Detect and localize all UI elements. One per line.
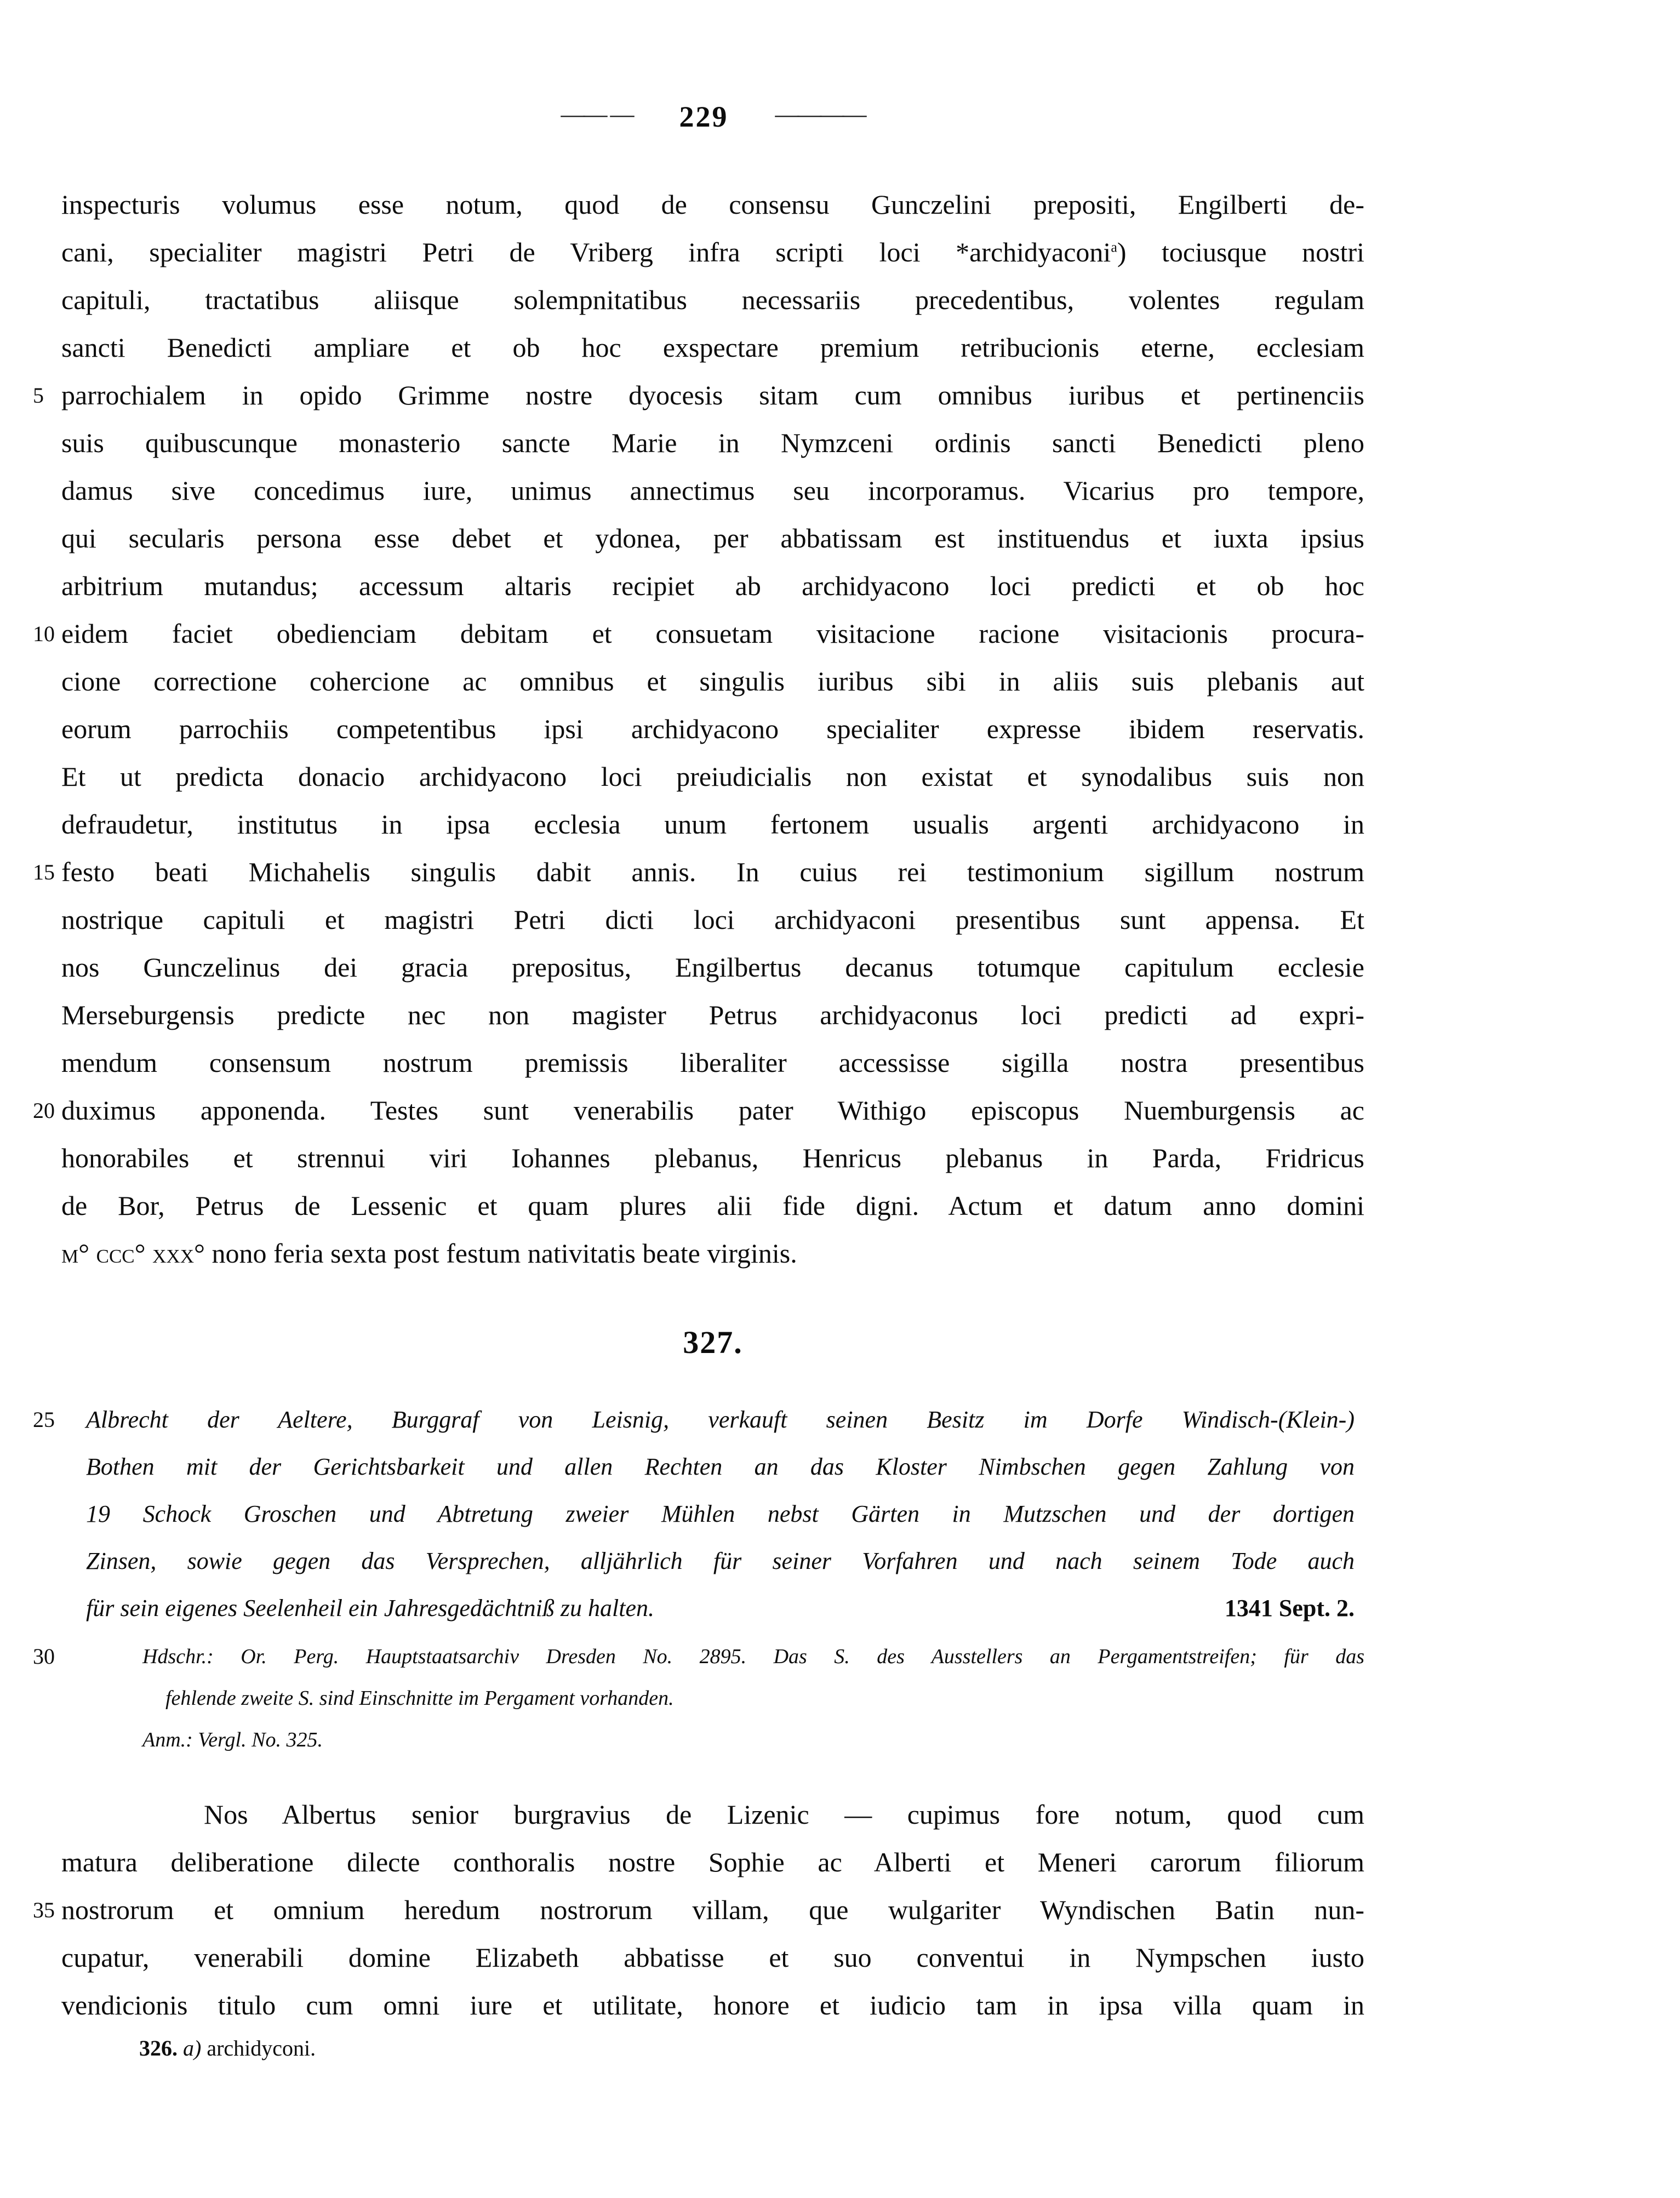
summary-line-content: Zinsen, sowie gegen das Versprechen, alljährlich für seiner Vorfahren und nach seinem Tode auch xyxy=(86,1548,1355,1574)
margin-line-number: 20 xyxy=(33,1098,55,1123)
footnote-variant-text: archidyconi. xyxy=(207,2036,316,2060)
apparatus-line xyxy=(33,1636,1364,1677)
text-line xyxy=(61,276,1364,324)
apparatus-line xyxy=(142,1677,1364,1719)
text-line xyxy=(61,1134,1364,1182)
text-line-content: de Bor, Petrus de Lessenic et quam plures alii fide digni. Actum et datum anno domini xyxy=(61,1190,1364,1221)
text-line xyxy=(61,324,1364,372)
margin-line-number: 5 xyxy=(33,383,44,408)
text-line-content: defraudetur, institutus in ipsa ecclesia unum fertonem usualis argenti archidyacono in xyxy=(61,809,1364,840)
text-line xyxy=(61,896,1364,944)
text-line xyxy=(61,419,1364,467)
text-line xyxy=(61,515,1364,562)
summary-line-content: 19 Schock Groschen und Abtretung zweier Mühlen nebst Gärten in Mutzschen und der dortigen xyxy=(86,1500,1355,1527)
margin-line-number: 10 xyxy=(33,621,55,646)
text-line xyxy=(61,1982,1364,2029)
text-line xyxy=(33,610,1364,658)
text-line-content: cani, specialiter magistri Petri de Vriberg infra scripti loci *archidyaconi xyxy=(61,237,1111,267)
text-line xyxy=(61,1839,1364,1886)
text-line-content: suis quibuscunque monasterio sancte Marie in Nymzceni ordinis sancti Benedicti pleno xyxy=(61,427,1364,458)
text-line-content: Et ut predicta donacio archidyacono loci preiudicialis non existat et synodalibus suis non xyxy=(61,761,1364,792)
summary-line xyxy=(86,1585,1355,1632)
text-line xyxy=(33,848,1364,896)
entry-327-text-block xyxy=(33,1791,1364,2029)
text-line-content: parrochialem in opido Grimme nostre dyocesis sitam cum omnibus iuribus et pertinenciis xyxy=(61,380,1364,410)
text-line-content: nono feria sexta post festum nativitatis beate virginis. xyxy=(212,1238,797,1269)
text-line xyxy=(33,1886,1364,1934)
apparatus-line-content: fehlende zweite S. sind Einschnitte im Pergament vorhanden. xyxy=(165,1687,674,1710)
text-line-content: ) tociusque nostri xyxy=(1117,237,1364,267)
header-dash-right: ———— xyxy=(775,101,865,128)
text-line xyxy=(61,181,1364,229)
text-line-content: Merseburgensis predicte nec non magister Petrus archidyaconus loci predicti ad expri- xyxy=(61,1000,1364,1030)
text-line xyxy=(61,658,1364,705)
entry-327-number-heading: 327. xyxy=(683,1324,743,1360)
text-line-content: capituli, tractatibus aliisque solempnitatibus necessariis precedentibus, volentes regulam xyxy=(61,284,1364,315)
apparatus-line-content: Hdschr.: Or. Perg. Hauptstaatsarchiv Dresden No. 2895. Das S. des Ausstellers an Pergamentstreifen; für das xyxy=(142,1645,1364,1668)
apparatus-line-content: Anm.: Vergl. No. 325. xyxy=(142,1728,323,1751)
margin-line-number: 35 xyxy=(33,1898,55,1922)
text-line-content: Nos Albertus senior burgravius de Lizenic — cupimus fore notum, quod cum xyxy=(204,1799,1364,1830)
text-line-content: qui secularis persona esse debet et ydonea, per abbatissam est instituendus et iuxta ipsius xyxy=(61,523,1364,553)
text-line xyxy=(61,991,1364,1039)
text-line xyxy=(61,753,1364,801)
text-line-content: mendum consensum nostrum premissis liberaliter accessisse sigilla nostra presentibus xyxy=(61,1047,1364,1078)
roman-numeral-date: m° ccc° xxx° xyxy=(61,1238,205,1269)
text-line xyxy=(61,1182,1364,1230)
text-line-content: nostrique capituli et magistri Petri dicti loci archidyaconi presentibus sunt appensa. Et xyxy=(61,904,1364,935)
text-line xyxy=(61,1791,1364,1839)
text-line-content: nos Gunczelinus dei gracia prepositus, Engilbertus decanus totumque capitulum ecclesie xyxy=(61,952,1364,983)
entry-327-apparatus xyxy=(33,1636,1364,1761)
text-line-content: inspecturis volumus esse notum, quod de consensu Gunczelini prepositi, Engilberti de- xyxy=(61,189,1364,220)
text-line-content: vendicionis titulo cum omni iure et utilitate, honore et iudicio tam in ipsa villa quam in xyxy=(61,1990,1364,2020)
text-line-content: duximus apponenda. Testes sunt venerabilis pater Withigo episcopus Nuemburgensis ac xyxy=(61,1095,1364,1126)
text-line xyxy=(61,1934,1364,1982)
margin-line-number: 25 xyxy=(33,1407,55,1432)
text-line xyxy=(61,801,1364,848)
apparatus-line xyxy=(142,1719,1364,1761)
summary-line-content: für sein eigenes Seelenheil ein Jahresgedächtniß zu halten. xyxy=(86,1595,654,1622)
entry-327-summary xyxy=(33,1396,1355,1632)
text-line-content: sancti Benedicti ampliare et ob hoc exspectare premium retribucionis eterne, ecclesiam xyxy=(61,332,1364,363)
page-header xyxy=(61,100,1364,134)
text-line-content: damus sive concedimus iure, unimus annectimus seu incorporamus. Vicarius pro tempore, xyxy=(61,475,1364,506)
text-line xyxy=(61,705,1364,753)
text-line xyxy=(61,229,1364,276)
text-line xyxy=(61,944,1364,991)
text-line-content: festo beati Michahelis singulis dabit annis. In cuius rei testimonium sigillum nostrum xyxy=(61,857,1364,887)
summary-line-content: Albrecht der Aeltere, Burggraf von Leisnig, verkauft seinen Besitz im Dorfe Windisch-(Klein-) xyxy=(86,1406,1355,1433)
text-line xyxy=(61,467,1364,515)
text-line xyxy=(33,372,1364,419)
text-line-content: eorum parrochiis competentibus ipsi archidyacono specialiter expresse ibidem reservatis. xyxy=(61,713,1364,744)
summary-line xyxy=(86,1538,1355,1585)
text-line-content: honorabiles et strennui viri Iohannes plebanus, Henricus plebanus in Parda, Fridricus xyxy=(61,1143,1364,1173)
text-line xyxy=(61,562,1364,610)
summary-line xyxy=(86,1491,1355,1538)
page-number: 229 xyxy=(679,100,729,133)
footnote-326 xyxy=(139,2034,316,2063)
text-line-content: matura deliberatione dilecte conthoralis nostre Sophie ac Alberti et Meneri carorum filiorum xyxy=(61,1847,1364,1877)
entry-326-text-block xyxy=(33,181,1364,1277)
footnote-variant-marker: a) xyxy=(183,2036,202,2060)
text-line-content: nostrorum et omnium heredum nostrorum villam, que wulgariter Wyndischen Batin nun- xyxy=(61,1894,1364,1925)
summary-line-content: Bothen mit der Gerichtsbarkeit und allen Rechten an das Kloster Nimbschen gegen Zahlung von xyxy=(86,1453,1355,1480)
margin-line-number: 15 xyxy=(33,860,55,884)
text-line-content: cione correctione cohercione ac omnibus et singulis iuribus sibi in aliis suis plebanis aut xyxy=(61,666,1364,696)
text-line-content: arbitrium mutandus; accessum altaris recipiet ab archidyacono loci predicti et ob hoc xyxy=(61,570,1364,601)
text-line xyxy=(61,1039,1364,1087)
footnote-entry-ref: 326. xyxy=(139,2036,178,2060)
text-line xyxy=(33,1087,1364,1134)
text-line-content: cupatur, venerabili domine Elizabeth abbatisse et suo conventui in Nympschen iusto xyxy=(61,1942,1364,1973)
text-line-content: eidem faciet obedienciam debitam et consuetam visitacione racione visitacionis procura- xyxy=(61,618,1364,649)
summary-line xyxy=(33,1396,1355,1443)
charter-date: 1341 Sept. 2. xyxy=(1224,1595,1355,1622)
summary-line xyxy=(86,1443,1355,1491)
text-line xyxy=(61,1230,1364,1277)
header-dash-left: —— — xyxy=(561,101,633,128)
footnote-marker-a: a xyxy=(1111,239,1117,255)
margin-line-number: 30 xyxy=(33,1644,55,1669)
